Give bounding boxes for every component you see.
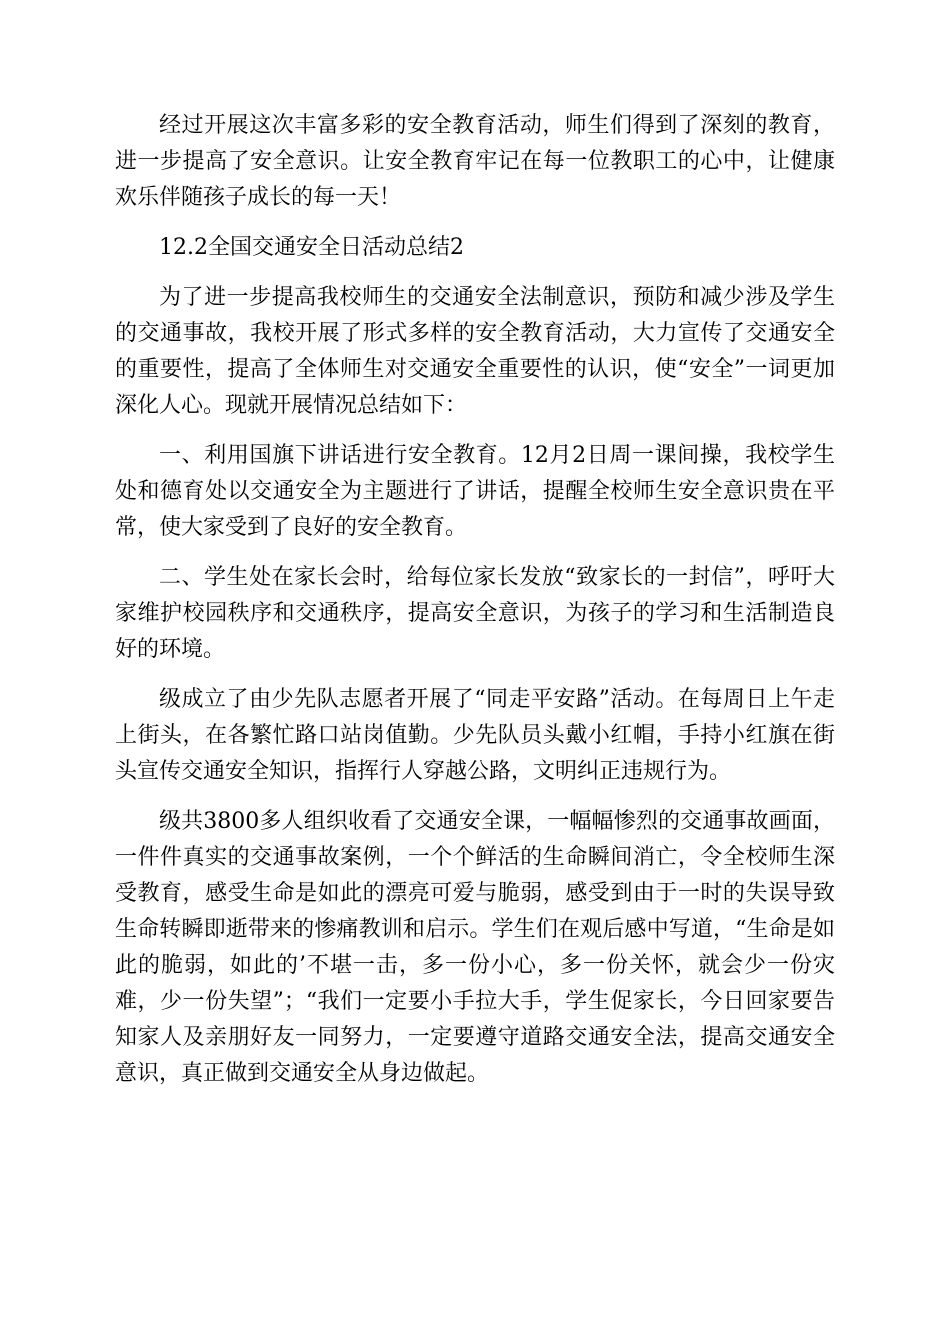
section-heading: 12.2全国交通安全日活动总结2 xyxy=(159,235,464,260)
paragraph-safety-class: 级共3800多人组织收看了交通安全课，一幅幅惨烈的交通事故画面，一件件真实的交通事故案例，一个个鲜活的生命瞬间消亡，令全校师生深受教育，感受生命是如此的漂亮可爱与脆弱，感受到由于一时的失误导致生命转瞬即逝带来的惨痛教训和启示。学生们在观后感中写道，“生命是如此的脆弱，如此的’不堪一击，多一份小心，多一份关怀，就会少一份灾难，少一份失望”；“我们一定要小手拉大手，学生促家长，今日回家要告知家人及亲朋好友一同努力，一定要遵守道路交通安全法，提高交通安全意识，真正做到交通安全从身边做起。 xyxy=(115,809,835,1086)
paragraph-volunteers: 级成立了由少先队志愿者开展了“同走平安路”活动。在每周日上午走上街头，在各繁忙路口站岗值勤。少先队员头戴小红帽，手持小红旗在街头宣传交通安全知识，指挥行人穿越公路，文明纠正违规行为。 xyxy=(115,687,835,784)
paragraph-item-2: 二、学生处在家长会时，给每位家长发放“致家长的一封信”，呼吁大家维护校园秩序和交通秩序，提高安全意识，为孩子的学习和生活制造良好的环境。 xyxy=(115,565,835,662)
paragraph-item-1: 一、利用国旗下讲话进行安全教育。12月2日周一课间操，我校学生处和德育处以交通安全为主题进行了讲话，提醒全校师生安全意识贵在平常，使大家受到了良好的安全教育。 xyxy=(115,443,835,540)
paragraph-intro: 为了进一步提高我校师生的交通安全法制意识，预防和减少涉及学生的交通事故，我校开展了形式多样的安全教育活动，大力宣传了交通安全的重要性，提高了全体师生对交通安全重要性的认识，使“安全”一词更加深化人心。现就开展情况总结如下： xyxy=(115,285,835,418)
paragraph-conclusion: 经过开展这次丰富多彩的安全教育活动，师生们得到了深刻的教育，进一步提高了安全意识。让安全教育牢记在每一位教职工的心中，让健康欢乐伴随孩子成长的每一天！ xyxy=(115,113,835,210)
document-body xyxy=(115,108,835,1106)
